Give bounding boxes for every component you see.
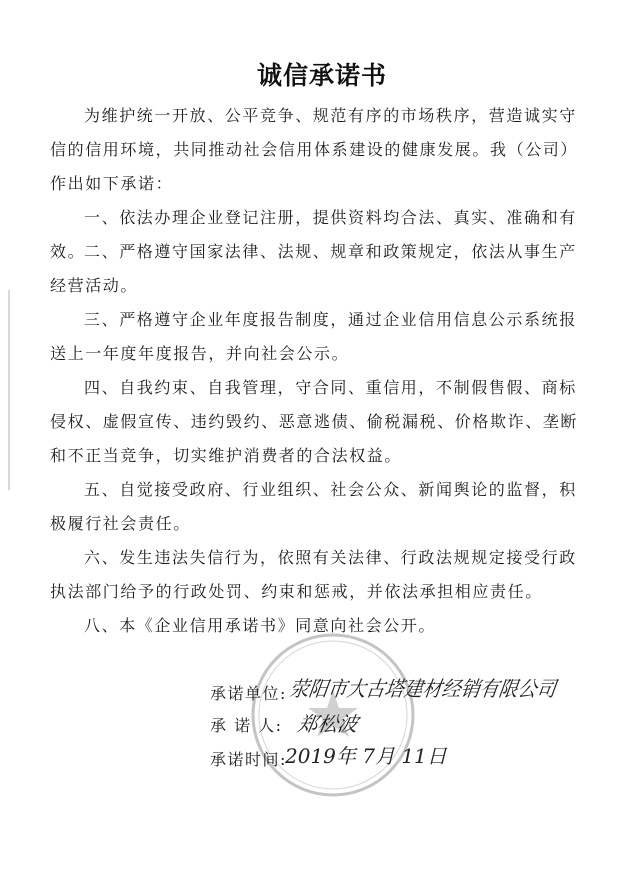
paragraph-item-6: 六、发生违法失信行为，依照有关法律、行政法规规定接受行政执法部门给予的行政处罚、约束和惩戒，并依法承担相应责任。 bbox=[50, 548, 577, 601]
paragraph-intro: 为维护统一开放、公平竞争、规范有序的市场秩序，营造诚实守信的信用环境，共同推动社会信用体系建设的健康发展。我（公司）作出如下承诺： bbox=[50, 106, 579, 193]
paragraph-item-2: 二、严格遵守国家法律、法规、规章和政策规定，依法从事生产经营活动。 bbox=[50, 242, 577, 295]
signature-unit-handwriting: 荥阳市大古塔建材经销有限公司 bbox=[288, 677, 558, 702]
signature-person-handwriting: 郑松波 bbox=[295, 712, 360, 736]
signature-date-label: 承诺时间: bbox=[210, 750, 287, 769]
paragraph-item-4: 四、自我约束、自我管理，守合同、重信用，不制假售假、商标侵权、虚假宣传、违约毁约、恶意逃债、偷税漏税、价格欺诈、垄断和不正当竞争，切实维护消费者的合法权益。 bbox=[50, 378, 579, 465]
paragraph-item-5: 五、自觉接受政府、行业组织、社会公众、新闻舆论的监督，积极履行社会责任。 bbox=[50, 480, 577, 533]
paragraph-item-8: 八、本《企业信用承诺书》同意向社会公开。 bbox=[84, 616, 437, 635]
paragraph-item-1: 一、依法办理企业登记注册，提供资料均合法、真实、准确和有效。 bbox=[50, 208, 577, 261]
signature-date-value: 2019年 7月 11日 bbox=[285, 744, 447, 768]
paragraph-item-3: 三、严格遵守企业年度报告制度，通过企业信用信息公示系统报送上一年度年度报告，并向社会公示。 bbox=[50, 310, 577, 363]
signature-person-label: 承 诺 人: bbox=[210, 716, 283, 735]
document-title: 诚信承诺书 bbox=[256, 61, 387, 90]
signature-unit-label: 承诺单位: bbox=[210, 684, 287, 703]
scan-edge-mark bbox=[8, 290, 10, 490]
